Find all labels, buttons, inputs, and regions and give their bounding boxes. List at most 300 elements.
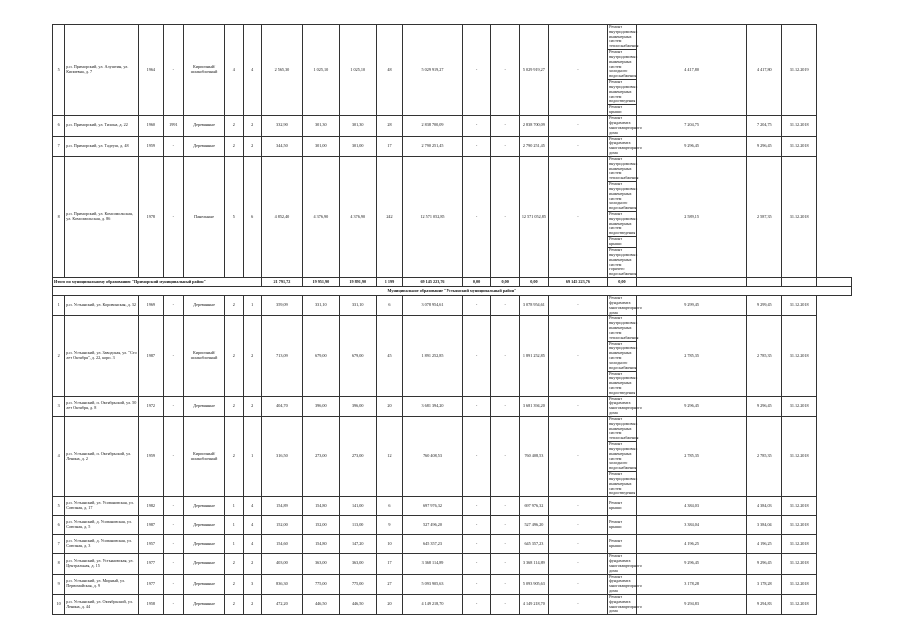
unit-cost-actual: 3 178,28 [747, 574, 782, 594]
repair-cost: 645 357,23 [403, 535, 462, 554]
unit-cost-limit: 7 204,75 [636, 116, 747, 136]
table-row [53, 574, 852, 594]
entrances: 2 [243, 116, 261, 136]
repair-cost: 3 078 954,61 [403, 296, 462, 316]
owned-area: 446,50 [339, 594, 376, 614]
repair-work-type: Ремонт внутридомовых инженерных систем горячего водоснабжения [609, 247, 638, 277]
repair-work-type: Ремонт крыши [608, 535, 637, 554]
living-area: 154,80 [302, 535, 339, 554]
fund-regional: - [491, 116, 520, 136]
total-area: 359,09 [261, 296, 302, 316]
unit-cost-actual: 2 785,35 [747, 316, 782, 396]
address: р.п. Устьянский, п. Октябрьский, ул. 50 лет Октября, д. 8 [65, 396, 139, 416]
total-area: 154,89 [261, 497, 302, 516]
unit-cost-actual: 7 204,75 [747, 116, 782, 136]
fund-regional: - [491, 156, 520, 277]
fund-owners: 12 571 052,85 [520, 156, 549, 277]
table-row [53, 116, 852, 136]
row-number: 9 [53, 574, 65, 594]
fund-other: - [548, 25, 607, 116]
living-area: 4 376,90 [302, 156, 339, 277]
fund-other: - [548, 574, 607, 594]
fund-federal: - [462, 535, 491, 554]
unit-cost-actual: 9 296,45 [747, 396, 782, 416]
repair-work-type: Ремонт фундамента многоквартирного дома [609, 295, 642, 315]
unit-cost-limit: 9 294,83 [636, 594, 747, 614]
build-year: 1982 [139, 497, 164, 516]
living-area: 154,80 [302, 497, 339, 516]
repair-work-type: Ремонт внутридомовых инженерных систем холодного водоснабжения [609, 340, 638, 370]
residents: 20 [376, 594, 403, 614]
reconstruction-year: - [163, 316, 183, 396]
row-number: 10 [53, 594, 65, 614]
repair-cost: 4 149 218,70 [403, 594, 462, 614]
owned-area: 363,00 [339, 554, 376, 574]
repair-cost: 697 976,32 [403, 497, 462, 516]
living-area: 301,00 [302, 136, 339, 156]
address: р.п. Устьянский, д. Усовановская, ул. Союзная, д. 5 [65, 516, 139, 535]
fund-federal: - [462, 497, 491, 516]
fund-federal: - [462, 416, 491, 496]
unit-cost-actual: 2 785,35 [747, 416, 782, 496]
unit-cost-limit: 2 785,35 [636, 316, 747, 396]
total-fund-3: 0,00 [520, 278, 549, 287]
residents: 9 [376, 516, 403, 535]
fund-other: - [548, 416, 607, 496]
address: р.п. Устьянский, д. Усовановская, ул. Союзная, д. 3 [65, 535, 139, 554]
owned-area: 1 025,10 [339, 25, 376, 116]
reconstruction-year: 1991 [163, 116, 183, 136]
total-area: 836,30 [261, 574, 302, 594]
wall-material: Кирпичный/шлакоблочный [184, 25, 225, 116]
fund-owners: 3 681 394,20 [520, 396, 549, 416]
build-year: 1959 [139, 136, 164, 156]
repair-work-type: Ремонт крыши [608, 105, 637, 116]
completion-date: 31.12.2018 [782, 497, 817, 516]
fund-federal: - [462, 594, 491, 614]
table-row [53, 396, 852, 416]
row-number: 2 [53, 316, 65, 396]
table-row [53, 554, 852, 574]
build-year: 1978 [139, 156, 164, 277]
section-primorsky-rows [53, 25, 852, 278]
repair-work-type: Ремонт внутридомовых инженерных систем водоотведения [609, 370, 638, 395]
completion-date: 31.12.2018 [782, 156, 817, 277]
fund-other: - [548, 296, 607, 316]
total-area: 2 565,30 [261, 25, 302, 116]
fund-regional: - [491, 296, 520, 316]
residents: 10 [376, 535, 403, 554]
table-row [53, 594, 852, 614]
build-year: 1977 [139, 574, 164, 594]
table-row [53, 25, 852, 50]
build-year: 1987 [139, 516, 164, 535]
entrances: 3 [243, 574, 261, 594]
repair-work-type: Ремонт внутридомовых инженерных систем теплоснабжения [609, 415, 639, 441]
build-year: 1959 [139, 416, 164, 496]
fund-regional: - [491, 574, 520, 594]
completion-date: 31.12.2018 [782, 416, 817, 496]
fund-other: - [548, 535, 607, 554]
reconstruction-year: - [163, 497, 183, 516]
address: р.п. Устьянский, ул. Заводская, ул. "Сто лет Октября", д. 22, корп. 3 [65, 316, 139, 396]
row-number: 7 [53, 136, 65, 156]
completion-date: 31.12.2018 [782, 535, 817, 554]
entrances: 1 [243, 416, 261, 496]
fund-other: - [548, 554, 607, 574]
floors: 2 [225, 416, 243, 496]
fund-owners: 3 368 114,89 [520, 554, 549, 574]
fund-owners: 4 149 218,70 [520, 594, 549, 614]
fund-owners: 1 891 252,85 [520, 316, 549, 396]
fund-owners: 5 029 919,27 [520, 25, 549, 116]
unit-cost-limit: 9 299,45 [636, 296, 747, 316]
total-fund-1: 0,00 [462, 278, 491, 287]
address: р.п. Устьянский, ул. Мирный, ул. Первомайская, д. 9 [65, 574, 139, 594]
fund-owners: 3 078 954,61 [520, 296, 549, 316]
unit-cost-limit: 2 785,35 [636, 416, 747, 496]
repair-work-type: Ремонт фундамента многоквартирного дома [609, 593, 642, 614]
entrances: 4 [243, 497, 261, 516]
fund-other: - [548, 136, 607, 156]
total-residents: 1 199 [376, 278, 403, 287]
fund-owners: 2 790 251,45 [520, 136, 549, 156]
completion-date: 31.12.2018 [782, 554, 817, 574]
repair-work-type: Ремонт фундамента многоквартирного дома [609, 115, 642, 135]
total-area: 713,09 [261, 316, 302, 396]
repair-cost: 5 093 905,63 [403, 574, 462, 594]
living-area: 446,50 [302, 594, 339, 614]
wall-material: Деревянные [184, 136, 225, 156]
owned-area: 113,00 [339, 516, 376, 535]
repair-work-type: Ремонт внутридомовых инженерных систем водоотведения [609, 210, 638, 236]
unit-cost-actual: 9 299,45 [747, 296, 782, 316]
address: р.п. Устьянский, ул. Усовановская, ул. Союзная, д. 17 [65, 497, 139, 516]
table-row [53, 136, 852, 156]
unit-cost-actual: 2 587,35 [747, 156, 782, 277]
fund-regional: - [491, 497, 520, 516]
repair-cost: 5 029 919,27 [403, 25, 462, 116]
entrances: 2 [243, 396, 261, 416]
reconstruction-year: - [163, 594, 183, 614]
entrances: 2 [243, 594, 261, 614]
total-fund-2: 0,00 [491, 278, 520, 287]
fund-regional: - [491, 316, 520, 396]
unit-cost-limit: 3 178,28 [636, 574, 747, 594]
fund-regional: - [491, 136, 520, 156]
residents: 45 [376, 316, 403, 396]
repair-cost: 2 838 700,09 [403, 116, 462, 136]
reconstruction-year: - [163, 516, 183, 535]
entrances: 2 [243, 316, 261, 396]
table-row [53, 156, 852, 181]
repair-cost: 760 408,53 [403, 416, 462, 496]
repair-cost: 2 790 251,45 [403, 136, 462, 156]
total-area: 344,50 [261, 136, 302, 156]
residents: 27 [376, 574, 403, 594]
fund-regional: - [491, 516, 520, 535]
repair-work-type: Ремонт фундамента многоквартирного дома [609, 553, 642, 573]
total-area: 316,50 [261, 416, 302, 496]
residents: 28 [376, 116, 403, 136]
owned-area: 331,10 [339, 296, 376, 316]
fund-federal: - [462, 396, 491, 416]
floors: 2 [225, 136, 243, 156]
living-area: 301,30 [302, 116, 339, 136]
completion-date: 31.12.2019 [782, 25, 817, 116]
row-number: 8 [53, 156, 65, 277]
living-area: 1 025,10 [302, 25, 339, 116]
section-ustyansky-rows [53, 296, 852, 615]
repair-work-type: Ремонт крыши [608, 516, 637, 535]
fund-other: - [548, 396, 607, 416]
wall-material: Деревянные [184, 516, 225, 535]
living-area: 363,00 [302, 554, 339, 574]
repair-work-type: Ремонт внутридомовых инженерных систем водоотведения [609, 79, 638, 104]
municipality-header-row [53, 287, 852, 296]
fund-federal: - [462, 25, 491, 116]
table-row [53, 416, 852, 441]
reconstruction-year: - [163, 25, 183, 116]
total-area-living: 19 951,90 [302, 278, 339, 287]
owned-area: 301,30 [339, 116, 376, 136]
residents: 48 [376, 25, 403, 116]
entrances: 6 [243, 156, 261, 277]
fund-federal: - [462, 136, 491, 156]
repair-work-type: Ремонт фундамента многоквартирного дома [609, 395, 642, 416]
owned-area: 273,00 [339, 416, 376, 496]
fund-owners: 760 408,53 [520, 416, 549, 496]
living-area: 679,00 [302, 316, 339, 396]
fund-other: - [548, 497, 607, 516]
owned-area: 301,00 [339, 136, 376, 156]
fund-federal: - [462, 516, 491, 535]
completion-date: 31.12.2018 [782, 316, 817, 396]
total-area: 403,00 [261, 554, 302, 574]
address: р.п. Устьянский, ул. Коровинская, д. 32 [65, 296, 139, 316]
floors: 2 [225, 116, 243, 136]
build-year: 1987 [139, 316, 164, 396]
repair-work-type: Ремонт внутридомовых инженерных систем холодного водоснабжения [609, 49, 638, 79]
residents: 20 [376, 396, 403, 416]
table-row [53, 516, 852, 535]
fund-regional: - [491, 416, 520, 496]
completion-date: 31.12.2018 [782, 116, 817, 136]
fund-federal: - [462, 554, 491, 574]
completion-date: 31.12.2018 [782, 396, 817, 416]
entrances: 4 [243, 25, 261, 116]
address: р.п. Приморский, ул. Тадеуш, д. 48 [65, 136, 139, 156]
capital-repair-register-sheet [52, 24, 852, 615]
residents: 6 [376, 296, 403, 316]
repair-work-type: Ремонт внутридомовых инженерных систем холодного водоснабжения [609, 181, 638, 211]
unit-cost-limit: 4 417,80 [636, 25, 747, 116]
living-area: 331,10 [302, 296, 339, 316]
owned-area: 147,20 [339, 535, 376, 554]
owned-area: 679,00 [339, 316, 376, 396]
repair-cost: 527 496,20 [403, 516, 462, 535]
fund-other: - [548, 156, 607, 277]
entrances: 4 [243, 535, 261, 554]
owned-area: 775,00 [339, 574, 376, 594]
repair-work-type: Ремонт внутридомовых инженерных систем водоотведения [609, 471, 638, 496]
fund-other: - [548, 116, 607, 136]
wall-material: Деревянные [184, 574, 225, 594]
fund-regional: - [491, 594, 520, 614]
fund-federal: - [462, 316, 491, 396]
total-label: Итого по муниципальному образованию "Приморский муниципальный район" [53, 278, 262, 287]
unit-cost-limit: 4 384,03 [636, 497, 747, 516]
reconstruction-year: - [163, 554, 183, 574]
total-area: 21 791,72 [261, 278, 302, 287]
completion-date: 31.12.2018 [782, 594, 817, 614]
completion-date: 31.12.2018 [782, 516, 817, 535]
build-year: 1972 [139, 396, 164, 416]
entrances: 1 [243, 296, 261, 316]
wall-material: Деревянные [184, 535, 225, 554]
unit-cost-limit: 3 384,04 [636, 516, 747, 535]
reconstruction-year: - [163, 574, 183, 594]
table-row [53, 497, 852, 516]
total-area-owned: 19 891,90 [339, 278, 376, 287]
address: р.п. Устьянский, ул. Октябрьский, ул. Ленина, д. 44 [65, 594, 139, 614]
floors: 5 [225, 156, 243, 277]
wall-material: Деревянные [184, 497, 225, 516]
total-area: 404,70 [261, 396, 302, 416]
unit-cost-actual: 4 417,80 [747, 25, 782, 116]
table-row [53, 316, 852, 341]
section-primorsky-total [53, 278, 852, 296]
unit-cost-limit: 2 589,15 [636, 156, 747, 277]
unit-cost-limit: 4 196,25 [636, 535, 747, 554]
total-area: 472,20 [261, 594, 302, 614]
repair-work-type: Ремонт крыши [608, 497, 637, 516]
floors: 2 [225, 296, 243, 316]
wall-material: Кирпичный/шлакоблочный [184, 316, 225, 396]
floors: 1 [225, 535, 243, 554]
reconstruction-year: - [163, 156, 183, 277]
row-number: 5 [53, 497, 65, 516]
floors: 2 [225, 554, 243, 574]
residents: 17 [376, 136, 403, 156]
build-year: 1977 [139, 554, 164, 574]
table-row [53, 296, 852, 316]
residents: 17 [376, 554, 403, 574]
fund-regional: - [491, 535, 520, 554]
living-area: 396,00 [302, 396, 339, 416]
fund-other: - [548, 516, 607, 535]
total-fund-5: 0,00 [608, 278, 637, 287]
unit-cost-actual: 4 384,03 [747, 497, 782, 516]
build-year: 1960 [139, 116, 164, 136]
living-area: 273,00 [302, 416, 339, 496]
repair-cost: 3 681 394,20 [403, 396, 462, 416]
fund-owners: 5 093 905,63 [520, 574, 549, 594]
fund-other: - [548, 316, 607, 396]
reconstruction-year: - [163, 535, 183, 554]
completion-date: 31.12.2018 [782, 136, 817, 156]
row-number: 8 [53, 554, 65, 574]
fund-owners: 527 496,20 [520, 516, 549, 535]
table-row [53, 535, 852, 554]
row-number: 1 [53, 296, 65, 316]
repair-work-type: Ремонт фундамента многоквартирного дома [609, 573, 642, 594]
unit-cost-limit: 9 296,45 [636, 554, 747, 574]
owned-area: 4 376,90 [339, 156, 376, 277]
municipality-title: Муниципальное образование "Устьянский муниципальный район" [53, 287, 852, 296]
row-number: 6 [53, 516, 65, 535]
total-area: 332,90 [261, 116, 302, 136]
residents: 6 [376, 497, 403, 516]
repair-work-type: Ремонт внутридомовых инженерных систем теплоснабжения [609, 24, 639, 49]
wall-material: Деревянные [184, 396, 225, 416]
row-number: 7 [53, 535, 65, 554]
residents: 242 [376, 156, 403, 277]
repair-cost: 1 891 252,85 [403, 316, 462, 396]
fund-other: - [548, 594, 607, 614]
fund-regional: - [491, 25, 520, 116]
total-cost: 69 145 223,76 [403, 278, 462, 287]
total-area: 4 852,40 [261, 156, 302, 277]
address: р.п. Устьянский, п. Октябрьский, ул. Ленина, д. 2 [65, 416, 139, 496]
floors: 1 [225, 497, 243, 516]
fund-owners: 2 838 700,09 [520, 116, 549, 136]
build-year: 1958 [139, 594, 164, 614]
wall-material: Деревянные [184, 116, 225, 136]
fund-regional: - [491, 396, 520, 416]
address: р.п. Устьянский, ул. Устьяновская, ул. Центральная, д. 15 [65, 554, 139, 574]
floors: 2 [225, 316, 243, 396]
unit-cost-actual: 9 296,45 [747, 136, 782, 156]
completion-date: 31.12.2018 [782, 574, 817, 594]
fund-federal: - [462, 296, 491, 316]
repair-cost: 3 368 114,89 [403, 554, 462, 574]
owned-area: 396,00 [339, 396, 376, 416]
address: р.п. Приморский, ул. Тихона, д. 22 [65, 116, 139, 136]
reconstruction-year: - [163, 416, 183, 496]
address: р.п. Приморский, ул. Алуштин, ул. Кипиевна, д. 7 [65, 25, 139, 116]
owned-area: 141,00 [339, 497, 376, 516]
row-number: 4 [53, 416, 65, 496]
floors: 2 [225, 396, 243, 416]
fund-owners: 645 357,23 [520, 535, 549, 554]
reconstruction-year: - [163, 296, 183, 316]
unit-cost-actual: 3 384,04 [747, 516, 782, 535]
row-number: 5 [53, 25, 65, 116]
build-year: 1957 [139, 535, 164, 554]
register-table [52, 24, 852, 615]
fund-owners: 697 976,32 [520, 497, 549, 516]
unit-cost-actual: 4 196,25 [747, 535, 782, 554]
entrances: 2 [243, 136, 261, 156]
floors: 2 [225, 594, 243, 614]
fund-federal: - [462, 574, 491, 594]
repair-work-type: Ремонт внутридомовых инженерных систем теплоснабжения [609, 155, 639, 181]
total-row [53, 278, 852, 287]
wall-material: Деревянные [184, 554, 225, 574]
fund-regional: - [491, 554, 520, 574]
living-area: 152,00 [302, 516, 339, 535]
repair-work-type: Ремонт внутридомовых инженерных систем холодного водоснабжения [609, 441, 638, 471]
build-year: 1969 [139, 296, 164, 316]
floors: 4 [225, 25, 243, 116]
unit-cost-actual: 9 294,83 [747, 594, 782, 614]
row-number: 3 [53, 396, 65, 416]
wall-material: Деревянные [184, 594, 225, 614]
unit-cost-actual: 9 296,45 [747, 554, 782, 574]
wall-material: Кирпичный/шлакоблочный [184, 416, 225, 496]
floors: 1 [225, 516, 243, 535]
